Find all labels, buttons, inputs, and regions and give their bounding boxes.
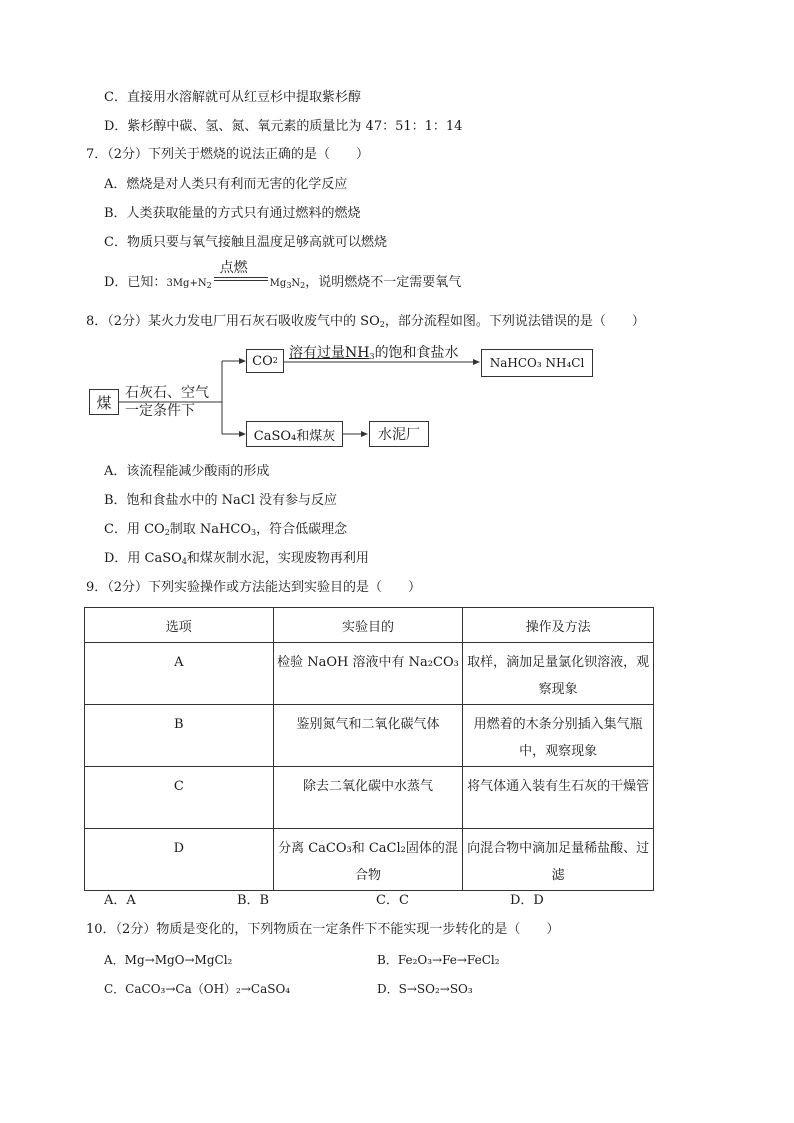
q7-d-suffix: ，说明燃烧不一定需要氧气: [305, 275, 462, 290]
q10-stem: 10．（2分）物质是变化的，下列物质在一定条件下不能实现一步转化的是（ ）: [86, 922, 560, 937]
flow-box-cement: 水泥厂: [369, 421, 429, 447]
table-header-goal: 实验目的: [273, 608, 463, 643]
q9-stem: 9．（2分）下列实验操作或方法能达到实验目的是（ ）: [86, 580, 422, 595]
table-header-row: [85, 608, 654, 643]
q8-option-d: D．用 CaSO$_4$和煤灰制水泥，实现废物再利用: [104, 551, 369, 566]
q10-option-d: D．S→SO₂→SO₃: [377, 982, 473, 996]
table-cell-goal: 鉴别氮气和二氧化碳气体: [273, 705, 463, 767]
flow-top-label: 溶有过量$NH_3$的饱和食盐水: [289, 345, 459, 361]
table-cell-option: A: [85, 643, 274, 705]
flow-condition-1: 石灰石、空气: [125, 385, 209, 401]
q8-d-part1: D．用 CaSO: [104, 551, 182, 566]
table-cell-method: 用燃着的木条分别插入集气瓶中，观察现象: [463, 705, 654, 767]
table-cell-goal: 检验 NaOH 溶液中有 Na₂CO₃: [273, 643, 463, 705]
flow-arrow-to-caso4: [239, 431, 246, 437]
q7-option-b: B．人类获取能量的方式只有通过燃料的燃烧: [104, 206, 361, 221]
q9-answer-c: C．C: [376, 893, 409, 908]
flow-top-label-part1: 溶有过量NH: [289, 345, 370, 361]
q8-option-a: A．该流程能减少酸雨的形成: [104, 464, 270, 479]
q7-option-a: A．燃烧是对人类只有利而无害的化学反应: [104, 177, 348, 192]
flow-box-coal: 煤: [89, 389, 119, 415]
q9-options-table: [84, 607, 654, 891]
flow-box-products: NaHCO₃ NH₄Cl: [481, 349, 593, 377]
q7-stem: 7．（2分）下列关于燃烧的说法正确的是（ ）: [86, 147, 370, 162]
q9-answer-b: B．B: [237, 893, 270, 908]
q8-option-b: B．饱和食盐水中的 NaCl 没有参与反应: [104, 493, 338, 508]
flow-condition-2: 一定条件下: [125, 403, 195, 419]
table-header-option: 选项: [85, 608, 274, 643]
q8-stem-part2: ，部分流程如图。下列说法错误的是（ ）: [384, 314, 645, 329]
table-cell-option: B: [85, 705, 274, 767]
q8-c-part1: C．用 CO: [104, 522, 165, 537]
q9-answer-a: A．A: [104, 893, 136, 908]
q9-answer-d: D．D: [510, 893, 544, 908]
q8-stem-part1: 8．（2分）某火力发电厂用石灰石吸收废气中的 SO: [86, 314, 380, 329]
q8-d-part2: 和煤灰制水泥，实现废物再利用: [186, 551, 369, 566]
flow-arrow-to-product: [473, 359, 480, 365]
table-cell-goal: 分离 CaCO₃和 CaCl₂固体的混合物: [273, 829, 463, 891]
table-cell-option: C: [85, 767, 274, 829]
table-row: [85, 705, 654, 767]
q10-option-c: C．CaCO₃→Ca（OH）₂→CaSO₄: [104, 982, 291, 996]
q8-c-part2: 制取 NaHCO: [169, 522, 251, 537]
q7-d-condition: 点燃: [219, 260, 248, 276]
table-row: [85, 767, 654, 829]
table-cell-method: 将气体通入装有生石灰的干燥管: [463, 767, 654, 829]
table-cell-method: 取样，滴加足量氯化钡溶液，观察现象: [463, 643, 654, 705]
flow-arrow-to-co2: [239, 358, 246, 364]
q10-option-b: B．Fe₂O₃→Fe→FeCl₂: [377, 953, 500, 967]
flow-top-label-part2: 的饱和食盐水: [374, 345, 459, 361]
table-cell-option: D: [85, 829, 274, 891]
flow-co2-text: CO: [252, 353, 273, 369]
q6-option-c: C．直接用水溶解就可从红豆杉中提取紫杉醇: [104, 90, 361, 105]
q6-option-d: D．紫杉醇中碳、氢、氮、氧元素的质量比为 47：51：1：14: [104, 119, 463, 134]
q7-option-c: C．物质只要与氧气接触且温度足够高就可以燃烧: [104, 235, 387, 250]
table-cell-method: 向混合物中滴加足量稀盐酸、过滤: [463, 829, 654, 891]
flow-connectors: [0, 0, 794, 460]
q8-stem: 8．（2分）某火力发电厂用石灰石吸收废气中的 $SO_2$，部分流程如图。下列说法错误的是（ ）: [86, 314, 645, 329]
q7-d-prefix: D．已知：: [104, 275, 167, 290]
q10-option-a: A．Mg→MgO→MgCl₂: [104, 953, 233, 967]
table-cell-goal: 除去二氧化碳中水蒸气: [273, 767, 463, 829]
flow-box-co2: CO 2: [246, 349, 284, 373]
flow-arrow-to-cement: [361, 431, 368, 437]
q7-d-equation: $3Mg+N_2$ 点燃 $Mg_3N_2$: [166, 260, 306, 290]
q8-option-c: C．用 $CO_2$制取 NaHCO$_3$，符合低碳理念: [104, 522, 348, 537]
table-header-method: 操作及方法: [463, 608, 654, 643]
table-row: [85, 643, 654, 705]
flow-box-caso4: CaSO₄和煤灰: [246, 421, 343, 447]
table-row: [85, 829, 654, 891]
q8-c-part3: ，符合低碳理念: [256, 522, 348, 537]
